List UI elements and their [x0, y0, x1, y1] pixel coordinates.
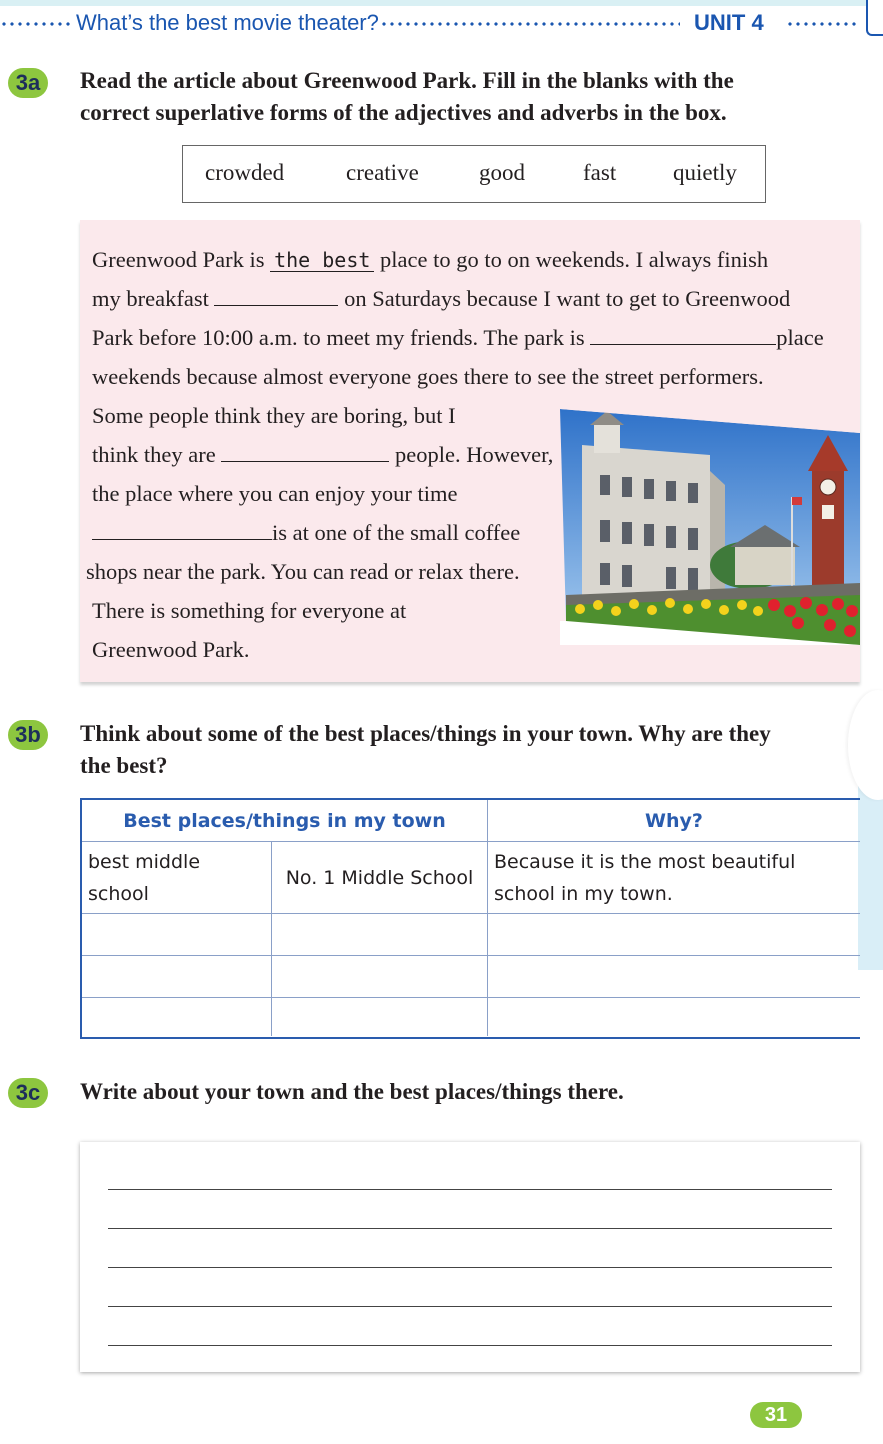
article-line-4: weekends because almost everyone goes there to see the street performers.	[92, 364, 764, 389]
writing-line[interactable]	[108, 1189, 832, 1190]
table-cell-empty[interactable]	[488, 998, 860, 1036]
article-line-7: the place where you can enjoy your time	[92, 481, 458, 506]
writing-line[interactable]	[108, 1306, 832, 1307]
header-dots-middle	[380, 22, 680, 26]
badge-3b: 3b	[8, 720, 48, 750]
article-line-1: Greenwood Park is the best place to go to on weekends. I always finish	[92, 247, 769, 272]
instruction-3b	[80, 718, 771, 782]
table-header-why: Why?	[488, 800, 860, 842]
answer-blank-3[interactable]	[590, 344, 776, 345]
article-line-10: There is something for everyone at	[92, 598, 407, 623]
article-line-3: Park before 10:00 a.m. to meet my friends. The park is place	[92, 325, 824, 350]
park-photo	[560, 405, 860, 645]
best-places-table	[80, 798, 860, 1039]
article-line-11: Greenwood Park.	[92, 637, 250, 662]
table-cell-empty[interactable]	[272, 956, 488, 998]
table-cell-empty[interactable]	[488, 956, 860, 998]
article-line-6: think they are people. However,	[92, 442, 554, 467]
word-box	[182, 145, 766, 203]
article-line-8: is at one of the small coffee	[92, 520, 520, 546]
writing-line[interactable]	[108, 1345, 832, 1346]
word-item: fast	[583, 160, 617, 185]
page-number: 31	[750, 1402, 802, 1428]
page-tab-edge	[866, 0, 883, 36]
unit-label: UNIT 4	[694, 10, 764, 35]
header-title: What’s the best movie theater?	[76, 10, 379, 35]
table-cell-empty[interactable]	[82, 998, 272, 1036]
badge-3c: 3c	[8, 1078, 48, 1108]
header-dots-right	[786, 22, 858, 26]
instruction-3b-line1: Think about some of the best places/things in your town. Why are they	[80, 721, 771, 746]
page-header	[0, 8, 883, 42]
table-cell-category[interactable]: best middle school	[82, 842, 272, 914]
instruction-3c: Write about your town and the best places/things there.	[80, 1079, 624, 1104]
writing-line[interactable]	[108, 1267, 832, 1268]
article-line-9: shops near the park. You can read or relax there.	[86, 559, 520, 584]
answer-blank-4[interactable]	[221, 461, 389, 462]
side-tab-curve	[848, 690, 883, 800]
instruction-3a	[80, 65, 734, 129]
park-photo-illustration	[560, 405, 860, 645]
answer-blank-1[interactable]: the best	[270, 249, 374, 272]
badge-3a: 3a	[8, 68, 48, 98]
answer-blank-5[interactable]	[92, 539, 272, 540]
table-cell-reason[interactable]: Because it is the most beautiful school in my town.	[488, 842, 860, 914]
word-item: crowded	[205, 160, 285, 185]
writing-line[interactable]	[108, 1228, 832, 1229]
writing-area[interactable]	[80, 1142, 860, 1372]
instruction-3a-line1: Read the article about Greenwood Park. Fill in the blanks with the	[80, 68, 734, 93]
instruction-3b-line2: the best?	[80, 753, 168, 778]
word-item: creative	[346, 160, 419, 185]
word-item: quietly	[673, 160, 737, 185]
table-header-places: Best places/things in my town	[82, 800, 488, 842]
table-cell-empty[interactable]	[488, 914, 860, 956]
header-dots-left	[0, 22, 72, 26]
top-strip	[0, 0, 883, 6]
table-cell-empty[interactable]	[82, 914, 272, 956]
answer-blank-2[interactable]	[214, 305, 338, 306]
table-cell-empty[interactable]	[82, 956, 272, 998]
article-line-2: my breakfast on Saturdays because I want to get to Greenwood	[92, 286, 791, 311]
table-cell-empty[interactable]	[272, 998, 488, 1036]
table-cell-empty[interactable]	[272, 914, 488, 956]
word-item: good	[479, 160, 525, 185]
article-line-5: Some people think they are boring, but I	[92, 403, 456, 428]
instruction-3a-line2: correct superlative forms of the adjectives and adverbs in the box.	[80, 100, 727, 125]
table-cell-place[interactable]: No. 1 Middle School	[272, 842, 488, 914]
